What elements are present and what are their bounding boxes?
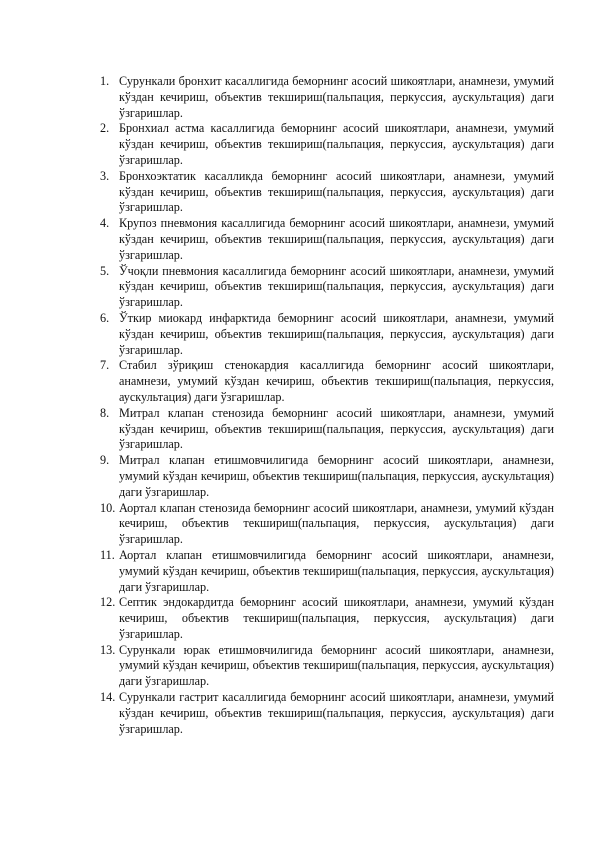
item-number: 10. <box>100 500 116 515</box>
list-item <box>0 311 554 358</box>
list-item <box>0 453 554 500</box>
list-item <box>0 121 554 168</box>
item-number: 6. <box>100 310 110 325</box>
item-number: 1. <box>100 74 110 88</box>
list-item <box>0 358 554 405</box>
item-text: Септик эндокардитда беморнинг асосий шикоятлари, анамнези, умумий кўздан кечириш, объектив текшириш(пальпация, перкуссия, аускультация) даги ўзгаришлар. <box>119 595 554 641</box>
item-number: 4. <box>100 216 110 231</box>
list-item <box>0 74 554 121</box>
item-number: 11. <box>100 547 115 562</box>
item-number: 8. <box>100 405 110 420</box>
item-text: Стабил зўриқиш стенокардия касаллигида беморнинг асосий шикоятлари, анамнези, умумий кўздан кечириш, объектив текшириш(пальпация, перкуссия, аускультация) даги ўзгаришлар. <box>119 358 554 404</box>
item-text: Крупоз пневмония касаллигида беморнинг асосий шикоятлари, анамнези, умумий кўздан кечириш, объектив текшириш(пальпация, перкуссия, аускультация) даги ўзгаришлар. <box>119 216 554 262</box>
list-item <box>0 264 554 311</box>
item-number: 3. <box>100 168 110 183</box>
list-item <box>0 169 554 216</box>
list-item <box>0 548 554 595</box>
question-list <box>0 74 596 737</box>
list-item <box>0 595 554 642</box>
item-number: 13. <box>100 642 116 657</box>
list-item <box>0 501 554 548</box>
item-text: Ўткир миокард инфарктида беморнинг асосий шикоятлари, анамнези, умумий кўздан кечириш, объектив текшириш(пальпация, перкуссия, аускультация) даги ўзгаришлар. <box>119 310 554 357</box>
item-text: Сурункали юрак етишмовчилигида беморнинг асосий шикоятлари, анамнези, умумий кўздан кечириш, объектив текшириш(пальпация, перкуссия, аускультация) даги ўзгаришлар. <box>119 642 554 689</box>
item-text: Аортал клапан стенозида беморнинг асосий шикоятлари, анамнези, умумий кўздан кечириш, объектив текшириш(пальпация, перкуссия, аускультация) даги ўзгаришлар. <box>119 500 554 547</box>
item-text: Бронхоэктатик касалликда беморнинг асосий шикоятлари, анамнези, умумий кўздан кечириш, объектив текшириш(пальпация, перкуссия, аускультация) даги ўзгаришлар. <box>119 168 554 215</box>
list-item <box>0 690 554 737</box>
item-number: 2. <box>100 121 110 136</box>
list-item <box>0 643 554 690</box>
item-text: Аортал клапан етишмовчилигида беморнинг асосий шикоятлари, анамнези, умумий кўздан кечириш, объектив текшириш(пальпация, перкуссия, аускультация) даги ўзгаришлар. <box>119 547 554 594</box>
item-number: 12. <box>100 595 116 610</box>
list-item <box>0 406 554 453</box>
item-text: Митрал клапан стенозида беморнинг асосий шикоятлари, анамнези, умумий кўздан кечириш, объектив текшириш(пальпация, перкуссия, аускультация) даги ўзгаришлар. <box>119 405 554 452</box>
list-item <box>0 216 554 263</box>
item-number: 14. <box>100 690 116 705</box>
item-number: 9. <box>100 453 110 468</box>
item-number: 7. <box>100 358 110 373</box>
item-text: Сурункали бронхит касаллигида беморнинг асосий шикоятлари, анамнези, умумий кўздан кечириш, объектив текшириш(пальпация, перкуссия, аускультация) даги ўзгаришлар. <box>119 74 554 120</box>
item-text: Бронхиал астма касаллигида беморнинг асосий шикоятлари, анамнези, умумий кўздан кечириш, объектив текшириш(пальпация, перкуссия, аускультация) даги ўзгаришлар. <box>119 121 554 167</box>
item-text: Митрал клапан етишмовчилигида беморнинг асосий шикоятлари, анамнези, умумий кўздан кечириш, объектив текшириш(пальпация, перкуссия, аускультация) даги ўзгаришлар. <box>119 453 554 499</box>
item-text: Ўчоқли пневмония касаллигида беморнинг асосий шикоятлари, анамнези, умумий кўздан кечириш, объектив текшириш(пальпация, перкуссия, аускультация) даги ўзгаришлар. <box>119 263 554 310</box>
item-text: Сурункали гастрит касаллигида беморнинг асосий шикоятлари, анамнези, умумий кўздан кечириш, объектив текшириш(пальпация, перкуссия, аускультация) даги ўзгаришлар. <box>119 690 554 736</box>
item-number: 5. <box>100 263 110 278</box>
